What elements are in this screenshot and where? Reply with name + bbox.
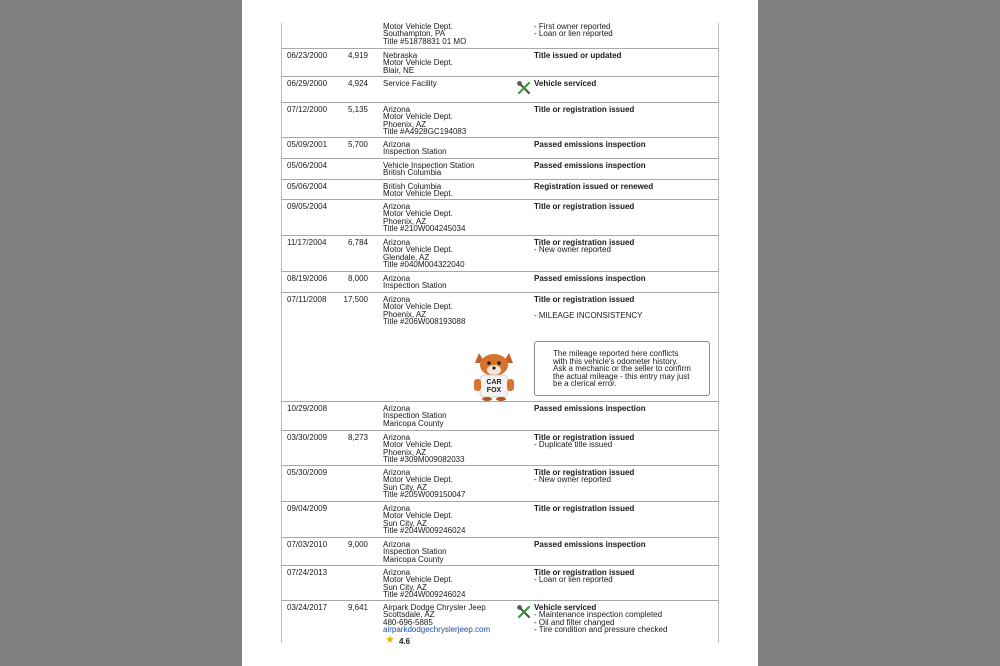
detail-title: Registration issued or renewed (534, 182, 654, 191)
detail-line: - Maintenance inspection completed (534, 610, 663, 620)
odometer-cell: 4,924 (347, 79, 368, 88)
source-line: Motor Vehicle Dept. (383, 245, 453, 255)
table-row (281, 566, 719, 601)
source-line: Arizona (383, 140, 411, 149)
details-cell (534, 162, 646, 169)
source-line: Phoenix, AZ (383, 447, 427, 457)
date-cell: 07/24/2013 (287, 568, 328, 577)
detail-title: Title or registration issued (534, 295, 635, 304)
source-line: Motor Vehicle Dept. (383, 440, 453, 450)
odometer-cell: 5,135 (347, 105, 368, 114)
source-line: Arizona (383, 274, 411, 283)
source-line: Arizona (383, 433, 411, 442)
source-line: Maricopa County (383, 554, 444, 564)
date-cell: 07/12/2000 (287, 105, 328, 114)
details-cell (534, 604, 667, 634)
source-line: Maricopa County (383, 418, 444, 428)
table-row (281, 103, 719, 138)
odometer-cell: 5,700 (347, 140, 368, 149)
date-cell: 07/11/2008 (287, 295, 327, 304)
source-line: Sun City, AZ (383, 518, 427, 528)
details-cell (534, 23, 613, 38)
source-cell (383, 604, 490, 634)
details-cell (534, 80, 596, 87)
source-line: Title #A4928GC194083 (383, 127, 467, 137)
detail-title: Vehicle serviced (534, 79, 597, 88)
source-cell (383, 203, 465, 233)
source-cell (383, 569, 465, 599)
carfox-mascot-icon (471, 349, 517, 401)
carfox-label-line2: FOX (486, 387, 502, 394)
detail-line: - Oil and filter changed (534, 617, 615, 627)
details-cell (534, 296, 642, 319)
source-line: Phoenix, AZ (383, 119, 427, 129)
carfox-label-line1: CAR (486, 379, 502, 386)
source-cell (383, 80, 437, 87)
date-cell: 05/06/2004 (287, 161, 328, 170)
detail-line (534, 303, 642, 310)
details-cell (534, 52, 621, 59)
source-line: Service Facility (383, 79, 437, 88)
details-cell (534, 141, 646, 148)
details-cell (534, 275, 646, 282)
source-line: Arizona (383, 504, 411, 513)
source-line: Southampton, PA (383, 29, 446, 39)
table-row (281, 431, 719, 466)
odometer-cell: 9,000 (347, 540, 368, 549)
detail-line: - First owner reported (534, 22, 611, 31)
source-cell (383, 239, 465, 269)
details-cell (534, 203, 634, 210)
detail-title: Passed emissions inspection (534, 161, 646, 170)
detail-title: Title or registration issued (534, 433, 635, 442)
table-row (281, 601, 719, 666)
rating-star-icon: ★ (385, 634, 395, 646)
source-line: Motor Vehicle Dept. (383, 58, 453, 68)
source-line: Airpark Dodge Chrysler Jeep (383, 603, 486, 612)
report-page (242, 0, 758, 666)
odometer-cell: 17,500 (343, 295, 368, 304)
detail-title: Passed emissions inspection (534, 140, 646, 149)
source-line: Phoenix, AZ (383, 216, 427, 226)
date-cell: 05/06/2004 (287, 182, 328, 191)
date-cell: 05/30/2009 (287, 468, 328, 477)
source-line: Title #204W009246024 (383, 590, 466, 600)
mileage-alert-text: The mileage reported here conflicts with this vehicle's odometer history. Ask a mechanic or the seller to confirm the actual mileage - this entry may just be a clerical error. (553, 349, 691, 389)
source-line: Motor Vehicle Dept. (383, 575, 453, 585)
detail-line: - Loan or lien reported (534, 29, 613, 39)
date-cell: 09/05/2004 (287, 202, 328, 211)
table-row (281, 138, 719, 159)
table-row (281, 180, 719, 200)
detail-title: Title or registration issued (534, 238, 635, 247)
detail-line: - Tire condition and pressure checked (534, 625, 668, 635)
details-cell (534, 183, 653, 190)
date-cell: 09/04/2009 (287, 504, 328, 513)
detail-title: Title or registration issued (534, 504, 635, 513)
details-cell (534, 106, 634, 113)
source-line: Motor Vehicle Dept. (383, 112, 453, 122)
table-row (281, 77, 719, 103)
source-line: Blair, NE (383, 65, 415, 75)
source-line: Title #210W004245034 (383, 224, 466, 234)
source-line: Motor Vehicle Dept. (383, 511, 453, 521)
details-cell (534, 569, 634, 584)
source-cell (383, 162, 475, 177)
source-line: British Columbia (383, 182, 442, 191)
detail-title: Title or registration issued (534, 105, 635, 114)
source-cell (383, 505, 465, 535)
source-line: Title #040M004322040 (383, 260, 465, 270)
details-cell (534, 405, 646, 412)
source-cell (383, 405, 447, 427)
details-cell (534, 239, 634, 254)
detail-line: - MILEAGE INCONSISTENCY (534, 310, 643, 320)
source-line: Vehicle Inspection Station (383, 161, 475, 170)
detail-title: Passed emissions inspection (534, 540, 646, 549)
dealer-website-link[interactable]: airparkdodgechryslerjeep.com (383, 625, 491, 635)
date-cell: 03/24/2017 (287, 603, 328, 612)
source-line: Motor Vehicle Dept. (383, 302, 453, 312)
source-line: Arizona (383, 540, 411, 549)
table-row (281, 236, 719, 272)
date-cell: 08/19/2006 (287, 274, 328, 283)
source-cell (383, 275, 447, 290)
table-row (281, 272, 719, 293)
odometer-cell: 6,784 (347, 238, 368, 247)
source-line: Inspection Station (383, 281, 447, 291)
source-line: Title #205W009150047 (383, 490, 466, 500)
odometer-cell: 4,919 (347, 51, 368, 60)
details-cell (534, 541, 646, 548)
source-line: Title #51878831 01 MO (383, 36, 467, 46)
source-line: Arizona (383, 238, 411, 247)
mileage-alert-box (534, 341, 710, 396)
date-cell: 06/29/2000 (287, 79, 328, 88)
date-cell: 05/09/2001 (287, 140, 328, 149)
source-cell (383, 52, 453, 74)
detail-title: Title or registration issued (534, 468, 635, 477)
detail-line: - New owner reported (534, 475, 611, 485)
table-row (281, 0, 719, 49)
wrench-icon (517, 605, 531, 619)
detail-title: Passed emissions inspection (534, 274, 646, 283)
history-table (281, 0, 719, 666)
table-row (281, 293, 719, 402)
table-row (281, 502, 719, 538)
table-row (281, 538, 719, 566)
source-line: Phoenix, AZ (383, 309, 427, 319)
date-cell: 11/17/2004 (287, 238, 327, 247)
source-line: Motor Vehicle Dept. (383, 475, 453, 485)
odometer-cell: 9,641 (347, 603, 368, 612)
source-cell (383, 434, 465, 464)
table-row (281, 49, 719, 77)
table-row (281, 402, 719, 431)
table-row (281, 200, 719, 236)
details-cell (534, 434, 634, 449)
source-line: Nebraska (383, 51, 418, 60)
source-line: Arizona (383, 568, 411, 577)
rating-value: 4.6 (399, 637, 411, 646)
source-line: Title #206W008193088 (383, 317, 466, 327)
detail-title: Passed emissions inspection (534, 404, 646, 413)
date-cell: 10/29/2008 (287, 404, 328, 413)
source-line: Motor Vehicle Dept. (383, 209, 453, 219)
date-cell: 03/30/2009 (287, 433, 328, 442)
source-line: Motor Vehicle Dept. (383, 22, 453, 31)
detail-line: - New owner reported (534, 245, 611, 255)
source-line: Motor Vehicle Dept. (383, 189, 453, 199)
source-line: 480-696-5885 (383, 617, 433, 627)
source-line: Inspection Station (383, 411, 447, 421)
detail-line: - Loan or lien reported (534, 575, 613, 585)
source-line: Sun City, AZ (383, 582, 427, 592)
date-cell: 06/23/2000 (287, 51, 328, 60)
details-cell (534, 469, 634, 484)
source-cell (383, 541, 447, 563)
source-cell (383, 469, 465, 499)
table-row (281, 466, 719, 502)
date-cell: 07/03/2010 (287, 540, 328, 549)
wrench-icon (517, 81, 531, 95)
source-line: Inspection Station (383, 147, 447, 157)
source-line: Arizona (383, 105, 411, 114)
detail-title: Vehicle serviced (534, 603, 597, 612)
detail-title: Title or registration issued (534, 568, 635, 577)
source-line: Arizona (383, 202, 411, 211)
source-line: Glendale, AZ (383, 252, 430, 262)
source-line: Arizona (383, 468, 411, 477)
source-cell (383, 296, 465, 326)
detail-line: - Duplicate title issued (534, 440, 613, 450)
source-cell (383, 106, 466, 136)
source-line: Sun City, AZ (383, 482, 427, 492)
detail-title: Title or registration issued (534, 202, 635, 211)
source-line: British Columbia (383, 168, 442, 178)
source-line: Inspection Station (383, 547, 447, 557)
source-line: Arizona (383, 295, 411, 304)
details-cell (534, 505, 634, 512)
odometer-cell: 8,000 (347, 274, 368, 283)
odometer-cell: 8,273 (347, 433, 368, 442)
source-cell (383, 141, 447, 156)
table-row (281, 159, 719, 180)
source-line: Arizona (383, 404, 411, 413)
source-cell (383, 23, 466, 45)
source-cell (383, 183, 453, 198)
source-line: Scottsdale, AZ (383, 610, 435, 620)
source-line: Title #204W009246024 (383, 526, 466, 536)
source-line: Title #309M009082033 (383, 455, 465, 465)
detail-title: Title issued or updated (534, 51, 622, 60)
